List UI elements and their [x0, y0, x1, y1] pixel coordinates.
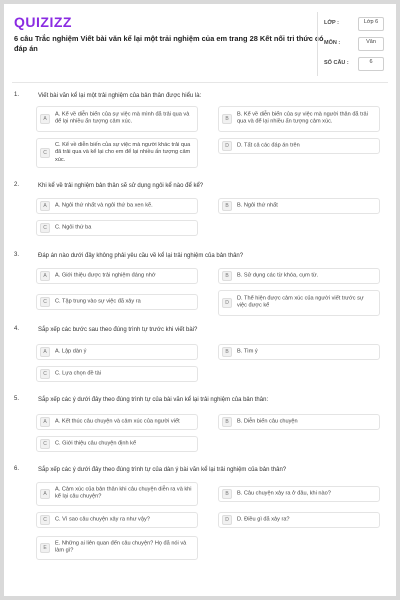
- question-text: Sắp xếp các ý dưới đây theo đúng trình tự của bài văn kể lại trải nghiệm của bản thân:: [38, 397, 269, 403]
- option-text: A. Kể về diễn biến của sự việc mà mình đã trải qua và để lại nhiều ấn tượng cảm xúc.: [55, 111, 190, 125]
- option-a[interactable]: [36, 198, 198, 214]
- option-text: B. Câu chuyện xảy ra ở đâu, khi nào?: [237, 490, 331, 497]
- option-a[interactable]: [36, 106, 198, 132]
- option-c[interactable]: [36, 366, 198, 382]
- header-divider: [12, 82, 388, 83]
- question-number: 4.: [14, 326, 20, 332]
- option-letter: D: [222, 298, 232, 308]
- question-3: [12, 252, 388, 320]
- question-text: Sắp xếp các bước sau theo đúng trình tự trước khi viết bài?: [38, 327, 198, 333]
- option-a[interactable]: [36, 482, 198, 506]
- option-letter: D: [222, 141, 232, 151]
- count-label: SỐ CÂU :: [324, 60, 349, 66]
- option-text: C. Ngôi thứ ba: [55, 224, 92, 231]
- question-number: 1.: [14, 92, 20, 98]
- question-2: [12, 182, 388, 238]
- option-e[interactable]: [36, 536, 198, 560]
- option-text: B. Sử dụng các từ khóa, cụm từ.: [237, 272, 319, 279]
- class-value: Lớp 6: [358, 17, 384, 31]
- question-6: [12, 466, 388, 576]
- option-letter: A: [40, 417, 50, 427]
- meta-panel: [317, 12, 388, 76]
- option-letter: A: [40, 114, 50, 124]
- question-1: [12, 92, 388, 172]
- option-letter: C: [40, 297, 50, 307]
- option-text: D. Điều gì đã xảy ra?: [237, 516, 290, 523]
- option-a[interactable]: [36, 268, 198, 284]
- option-text: A. Ngôi thứ nhất và ngôi thứ ba xen kẽ.: [55, 202, 153, 209]
- option-letter: C: [40, 515, 50, 525]
- option-b[interactable]: [218, 268, 380, 284]
- count-value: 6: [358, 57, 384, 71]
- question-text: Đáp án nào dưới đây không phải yêu cầu về kể lại trải nghiệm của bản thân?: [38, 253, 244, 259]
- option-letter: A: [40, 271, 50, 281]
- question-text: Sắp xếp các ý dưới đây theo đúng trình tự của dàn ý bài văn kể lại trải nghiệm của bản thân?: [38, 467, 287, 473]
- question-number: 3.: [14, 252, 20, 258]
- option-text: C. Lựa chọn đề tài: [55, 370, 102, 377]
- option-letter: A: [40, 347, 50, 357]
- option-letter: A: [40, 489, 50, 499]
- option-letter: B: [222, 271, 232, 281]
- option-text: D. Thể hiện được cảm xúc của người viết trước sự việc được kể: [237, 295, 364, 309]
- option-b[interactable]: [218, 198, 380, 214]
- option-text: C. Kể về diễn biến của sự việc mà người khác trải qua đã trải qua và kể lại cho em để lại nhiều ấn tượng cảm xúc.: [55, 141, 191, 163]
- question-number: 5.: [14, 396, 20, 402]
- option-text: C. Tập trung vào sự việc đã xảy ra: [55, 298, 141, 305]
- worksheet-title: 6 câu Trắc nghiệm Viết bài văn kể lại một trải nghiệm của em trang 28 Kết nối tri thức có đáp án: [14, 34, 324, 53]
- worksheet-page: [4, 4, 396, 596]
- option-d[interactable]: [218, 290, 380, 316]
- option-text: B. Ngôi thứ nhất: [237, 202, 278, 209]
- question-text: Viết bài văn kể lại một trải nghiệm của bản thân được hiểu là:: [38, 93, 202, 99]
- option-text: B. Diễn biến câu chuyện: [237, 418, 298, 425]
- option-a[interactable]: [36, 414, 198, 430]
- question-number: 2.: [14, 182, 20, 188]
- option-d[interactable]: [218, 138, 380, 154]
- option-c[interactable]: [36, 512, 198, 528]
- option-b[interactable]: [218, 414, 380, 430]
- option-d[interactable]: [218, 512, 380, 528]
- question-5: [12, 396, 388, 454]
- option-letter: B: [222, 489, 232, 499]
- option-text: A. Giới thiệu được trải nghiệm đáng nhớ: [55, 272, 156, 279]
- worksheet-header: [12, 12, 388, 76]
- subject-label: MÔN :: [324, 40, 341, 46]
- option-a[interactable]: [36, 344, 198, 360]
- option-c[interactable]: [36, 220, 198, 236]
- option-b[interactable]: [218, 344, 380, 360]
- option-letter: D: [222, 515, 232, 525]
- option-letter: B: [222, 201, 232, 211]
- meta-class: [324, 16, 384, 34]
- option-text: C. Vì sao câu chuyện xảy ra như vậy?: [55, 516, 150, 523]
- option-letter: B: [222, 417, 232, 427]
- question-text: Khi kể về trải nghiệm bản thân sẽ sử dụng ngôi kể nào để kể?: [38, 183, 204, 189]
- class-label: LỚP :: [324, 20, 339, 26]
- option-c[interactable]: [36, 138, 198, 168]
- option-text: A. Kết thúc câu chuyện và cảm xúc của người viết: [55, 418, 180, 425]
- option-letter: C: [40, 439, 50, 449]
- option-text: A. Cảm xúc của bản thân khi câu chuyện diễn ra và khi kể lại câu chuyện?: [55, 486, 192, 500]
- option-letter: B: [222, 114, 232, 124]
- meta-count: [324, 56, 384, 74]
- option-text: D. Tất cả các đáp án trên: [237, 142, 300, 149]
- question-number: 6.: [14, 466, 20, 472]
- option-c[interactable]: [36, 294, 198, 310]
- option-letter: C: [40, 223, 50, 233]
- question-4: [12, 326, 388, 384]
- option-text: C. Giới thiệu câu chuyện định kể: [55, 440, 137, 447]
- option-letter: C: [40, 148, 50, 158]
- option-c[interactable]: [36, 436, 198, 452]
- subject-value: Văn: [358, 37, 384, 51]
- quizizz-logo: QUIZIZZ: [14, 14, 72, 30]
- option-letter: A: [40, 201, 50, 211]
- meta-subject: [324, 36, 384, 54]
- option-text: B. Kể về diễn biến của sự việc mà người thân đã trải qua và để lại nhiều ấn tượng cảm xúc.: [237, 111, 368, 125]
- option-text: A. Lập dàn ý: [55, 348, 87, 355]
- option-letter: C: [40, 369, 50, 379]
- option-b[interactable]: [218, 486, 380, 502]
- option-letter: E: [40, 543, 50, 553]
- option-text: E. Những ai liên quan đến câu chuyện? Họ đã nói và làm gì?: [55, 540, 187, 554]
- option-letter: B: [222, 347, 232, 357]
- option-b[interactable]: [218, 106, 380, 132]
- option-text: B. Tìm ý: [237, 348, 258, 355]
